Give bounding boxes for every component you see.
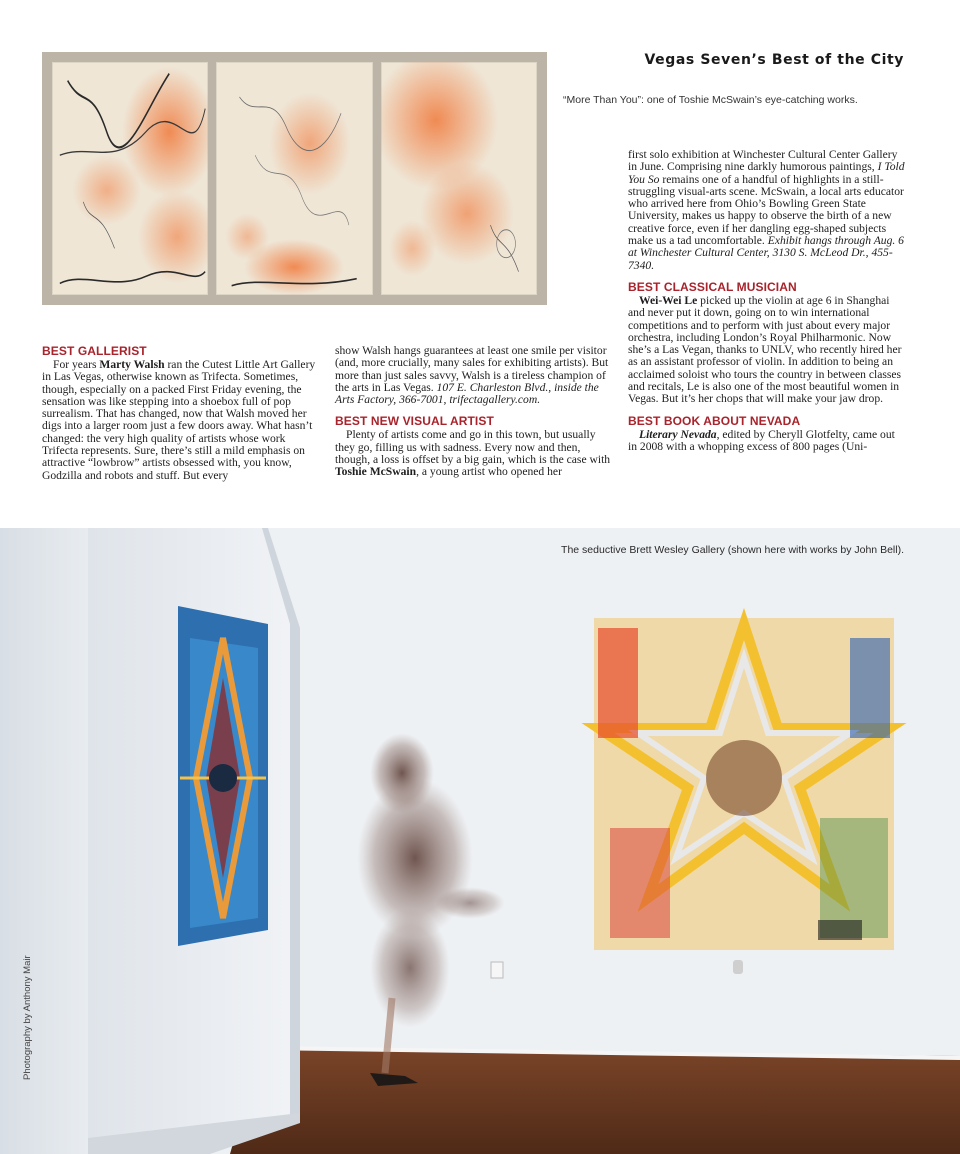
paragraph: Plenty of artists come and go in this town, but usually they go, filling us with sadness. Every now and then, though, a loss is offset by a big gain, which is the case with Toshie McSwain, a young artist who opened her [335, 428, 611, 479]
section-title: Vegas Seven’s Best of the City [644, 52, 904, 68]
paragraph: first solo exhibition at Winchester Cultural Center Gallery in June. Comprising nine darkly humorous paintings, I Told You So remains one of a handful of highlights in a still-struggling visual-arts scene. McSwain, a local arts educator who arrived here from Ohio’s Bowling Green State University, makes us happy to observe the birth of a new creative force, even if her dangling egg-shaped subjects make us a tad uncomfortable. Exhibit hangs through Aug. 6 at Winchester Cultural Center, 3130 S. McLeod Dr., 455-7340. [628, 148, 905, 272]
triptych-panel-middle [216, 62, 372, 295]
heading-best-new-visual-artist: BEST NEW VISUAL ARTIST [335, 414, 494, 429]
article-column-2 [335, 345, 613, 479]
triptych-panel-right [381, 62, 537, 295]
paragraph: Literary Nevada, edited by Cheryll Glotfelty, came out in 2008 with a whopping excess of 800 pages (Uni- [628, 427, 895, 453]
paragraph: Wei-Wei Le picked up the violin at age 6 in Shanghai and never put it down, going on to win international competitions and to perform with just about every major orchestra, including London’s Royal Philharmonic. Now she’s a Las Vegan, thanks to UNLV, who recently hired her as an assistant professor of violin. In addition to being an acclaimed soloist who tours the country in between classes and recitals, Le is also one of the most beautiful women in Vegas. But it’s her chops that will make your jaw drop. [628, 293, 902, 406]
gallery-caption: The seductive Brett Wesley Gallery (shown here with works by John Bell). [561, 544, 904, 556]
article-column-3 [628, 149, 906, 453]
article-column-1 [42, 344, 317, 482]
heading-best-gallerist: BEST GALLERIST [42, 344, 147, 358]
gallery-scene [0, 528, 960, 1154]
gallery-photo [0, 528, 960, 1154]
painting-left [178, 606, 268, 946]
triptych-photo [42, 52, 547, 305]
painting-right [594, 618, 894, 950]
triptych-panel-left [52, 62, 208, 295]
paragraph: show Walsh hangs guarantees at least one smile per visitor (and, more crucially, many sales for exhibiting artists). But more than just sales savvy, Walsh is a tireless champion of the arts in Las Vegas. 107 E. Charleston Blvd., inside the Arts Factory, 366-7001, trifectagallery.com. [335, 344, 609, 407]
heading-best-book-about-nevada: BEST BOOK ABOUT NEVADA [628, 413, 801, 428]
photo-credit: Photography by Anthony Mair [22, 955, 33, 1080]
triptych-caption: “More Than You”: one of Toshie McSwain’s eye-catching works. [563, 94, 858, 106]
paragraph: For years Marty Walsh ran the Cutest Little Art Gallery in Las Vegas, otherwise known as Trifecta. Sometimes, though, especially on a packed First Friday evening, the sensation was like stepping into a shoebox full of pop surrealism. That has changed, now that Walsh moved her digs into a larger room just a few doors away. What hasn’t changed: the very high quality of artists whose work Trifecta represents. Sure, there’s still a mild emphasis on attractive “lowbrow” artists obsessed with, you know, Godzilla and robots and stuff. But every [42, 358, 316, 482]
heading-best-classical-musician: BEST CLASSICAL MUSICIAN [628, 279, 797, 294]
